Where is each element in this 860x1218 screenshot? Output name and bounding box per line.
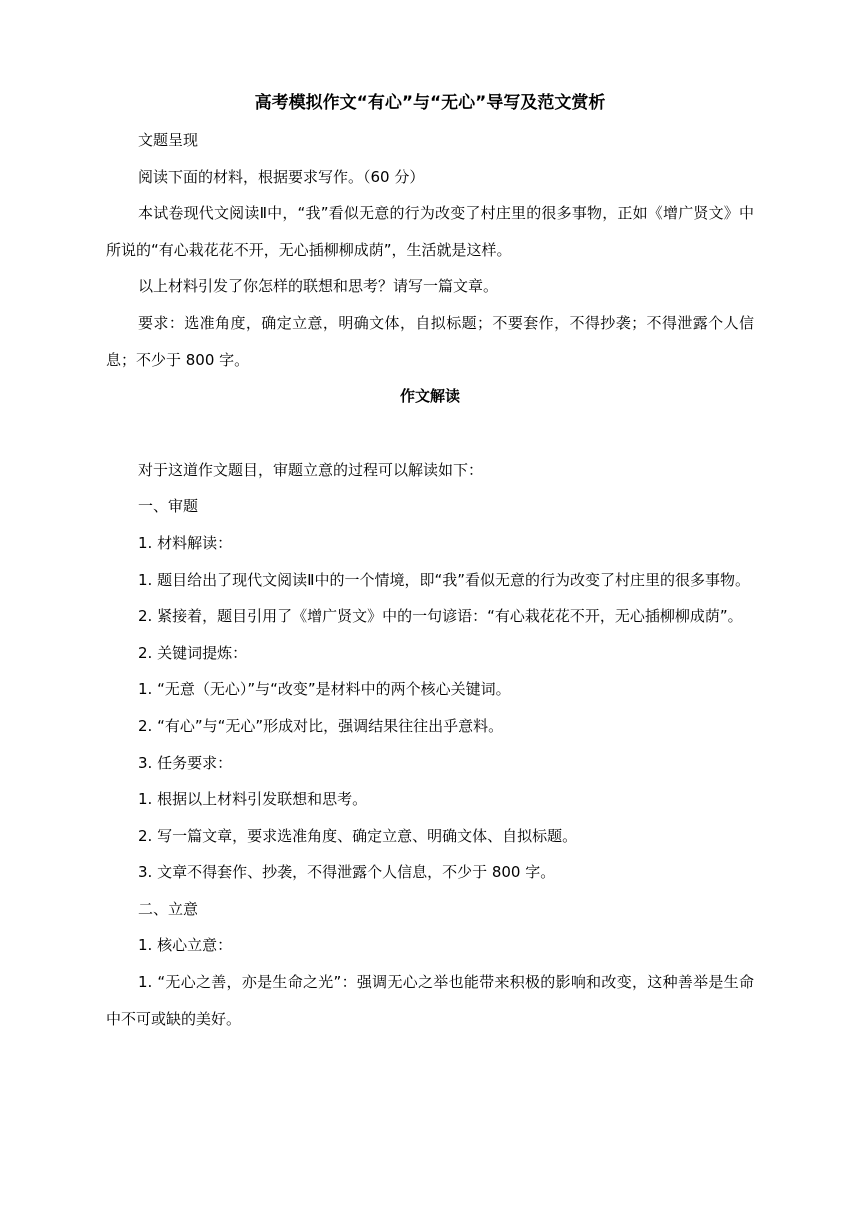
body-paragraph: 1. 核心立意：	[138, 936, 233, 955]
body-paragraph: 3. 文章不得套作、抄袭，不得泄露个人信息，不少于 800 字。	[138, 863, 556, 882]
body-paragraph: 2. 写一篇文章，要求选准角度、确定立意、明确文体、自拟标题。	[138, 826, 578, 845]
body-paragraph: 2. 关键词提炼：	[138, 643, 248, 662]
body-paragraph: 1. 根据以上材料引发联想和思考。	[138, 790, 368, 809]
intro-paragraph-material: 本试卷现代文阅读Ⅱ中，“我”看似无意的行为改变了村庄里的很多事物，正如《增广贤文》中所说的“有心栽花花不开，无心插柳柳成荫”，生活就是这样。	[106, 204, 754, 259]
document-title: 高考模拟作文“有心”与“无心”导写及范文赏析	[254, 93, 606, 113]
intro-paragraph-requirements: 要求：选准角度，确定立意，明确文体，自拟标题；不要套作，不得抄袭；不得泄露个人信息；不少于 800 字。	[106, 313, 754, 369]
body-paragraph: 2. 紧接着，题目引用了《增广贤文》中的一句谚语：“有心栽花花不开，无心插柳柳成荫”。	[138, 607, 743, 626]
body-paragraph: 3. 任务要求：	[138, 753, 233, 772]
intro-paragraph-heading: 文题呈现	[138, 131, 199, 149]
intro-paragraph-question: 以上材料引发了你怎样的联想和思考？请写一篇文章。	[138, 277, 499, 296]
body-paragraph: 1. 材料解读：	[138, 533, 233, 552]
section-spacer	[106, 415, 754, 452]
body-paragraph: 2. “有心”与“无心”形成对比，强调结果往往出乎意料。	[138, 716, 504, 735]
body-paragraph: 1. 题目给出了现代文阅读Ⅱ中的一个情境，即“我”看似无意的行为改变了村庄里的很多事物。	[138, 570, 751, 589]
body-paragraph: 对于这道作文题目，审题立意的过程可以解读如下：	[138, 460, 484, 479]
body-paragraph: 1. “无心之善，亦是生命之光”：强调无心之举也能带来积极的影响和改变，这种善举是生命中不可或缺的美好。	[106, 973, 754, 1028]
intro-paragraph-instruction: 阅读下面的材料，根据要求写作。（60 分）	[138, 167, 425, 186]
section-title: 作文解读	[399, 387, 460, 406]
body-paragraph: 一、审题	[138, 497, 199, 516]
body-paragraph: 1. “无意（无心）”与“改变”是材料中的两个核心关键词。	[138, 680, 511, 699]
body-paragraph: 二、立意	[138, 899, 199, 918]
